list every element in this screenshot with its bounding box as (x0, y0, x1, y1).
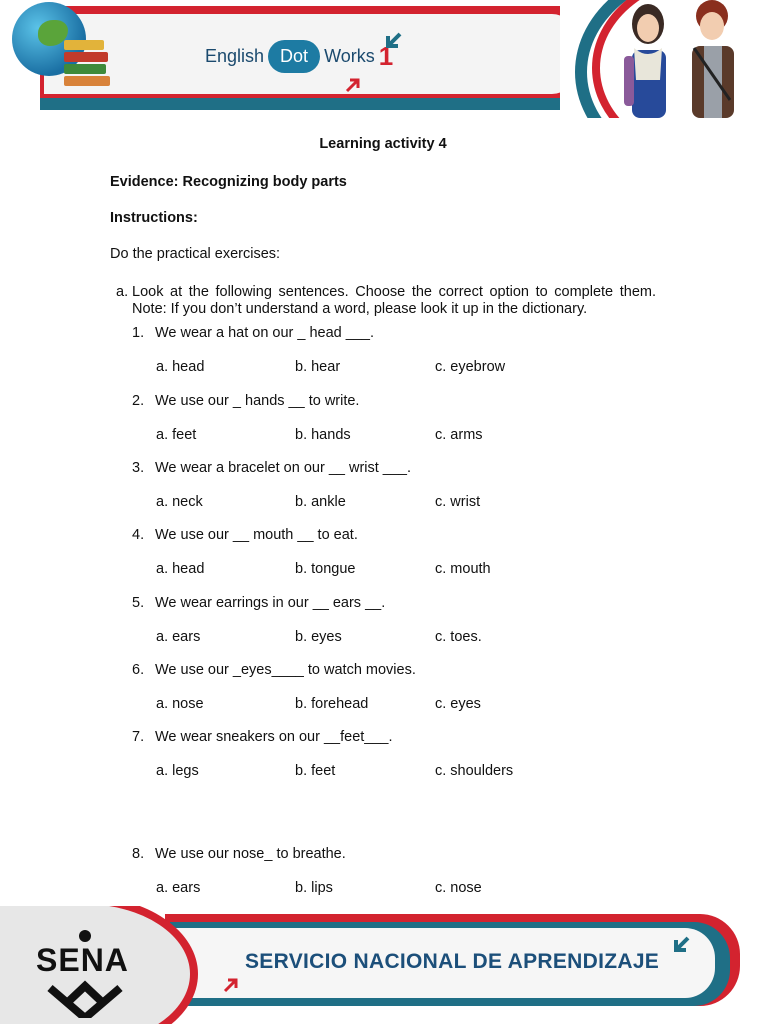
answer-option: c. eyebrow (435, 359, 506, 375)
answer-option: b. tongue (295, 561, 356, 577)
question-number: 4. (132, 527, 145, 543)
answer-option: b. feet (295, 763, 336, 779)
answer-option: b. lips (295, 880, 333, 896)
answer-option: c. wrist (435, 494, 481, 510)
answer-option: a. ears (156, 880, 201, 896)
logo-dot: Dot (268, 40, 320, 73)
english-dot-works-logo (205, 40, 393, 73)
answer-option: c. arms (435, 427, 483, 443)
answer-option: b. forehead (295, 696, 369, 712)
answer-option: c. nose (435, 880, 482, 896)
answer-option: b. hands (295, 427, 351, 443)
question-text: We wear a bracelet on our __ wrist ___. (155, 460, 412, 476)
instructions-heading: Instructions: (110, 210, 198, 226)
answer-option: a. neck (156, 494, 203, 510)
question-number: 7. (132, 729, 145, 745)
question-text: We use our _ hands __ to write. (155, 393, 360, 409)
question-number: 2. (132, 393, 145, 409)
answer-option: a. legs (156, 763, 199, 779)
arrow-up-right-icon (344, 76, 362, 94)
question-number: 5. (132, 595, 145, 611)
answer-option: c. toes. (435, 629, 482, 645)
question-number: 6. (132, 662, 145, 678)
answer-option: b. eyes (295, 629, 342, 645)
document-body (110, 130, 656, 318)
section-a-instructions (110, 284, 656, 318)
answer-option: c. eyes (435, 696, 481, 712)
footer-banner (0, 906, 768, 1024)
answer-option: b. ankle (295, 494, 346, 510)
arrow-up-right-icon (222, 976, 240, 994)
answer-option: a. feet (156, 427, 197, 443)
answer-option: a. head (156, 561, 205, 577)
students-illustration (610, 0, 760, 118)
question-text: We use our __ mouth __ to eat. (155, 527, 358, 543)
question-number: 3. (132, 460, 145, 476)
footer-institution-title: SERVICIO NACIONAL DE APRENDIZAJE (245, 950, 660, 973)
answer-option: a. head (156, 359, 205, 375)
arrow-down-left-icon (380, 30, 404, 54)
section-a-marker: a. (116, 284, 129, 300)
answer-option: b. hear (295, 359, 341, 375)
logo-works: Works (324, 46, 375, 66)
page-title: Learning activity 4 (319, 136, 447, 152)
logo-english: English (205, 46, 265, 66)
question-text: We use our _eyes____ to watch movies. (155, 662, 416, 678)
question-text: We use our nose_ to breathe. (155, 846, 346, 862)
answer-option: c. mouth (435, 561, 491, 577)
question-text: We wear earrings in our __ ears __. (155, 595, 386, 611)
intro-text: Do the practical exercises: (110, 246, 281, 262)
answer-option: c. shoulders (435, 763, 514, 779)
answer-option: a. nose (156, 696, 204, 712)
question-number: 1. (132, 325, 145, 341)
question-number: 8. (132, 846, 145, 862)
sena-logo-text: SENA (36, 942, 129, 978)
question-text: We wear sneakers on our __feet___. (155, 729, 393, 745)
question-text: We wear a hat on our _ head ___. (155, 325, 374, 341)
arrow-down-left-icon (668, 934, 692, 958)
header-banner (0, 0, 768, 118)
books-icon (64, 40, 110, 88)
evidence-heading: Evidence: Recognizing body parts (110, 174, 347, 190)
section-a-text: Look at the following sentences. Choose the correct option to complete them. Note: If you don’t understand a word, please look it up in the dictionary. (132, 284, 656, 317)
logo-level: 1 (378, 41, 394, 71)
answer-option: a. ears (156, 629, 201, 645)
